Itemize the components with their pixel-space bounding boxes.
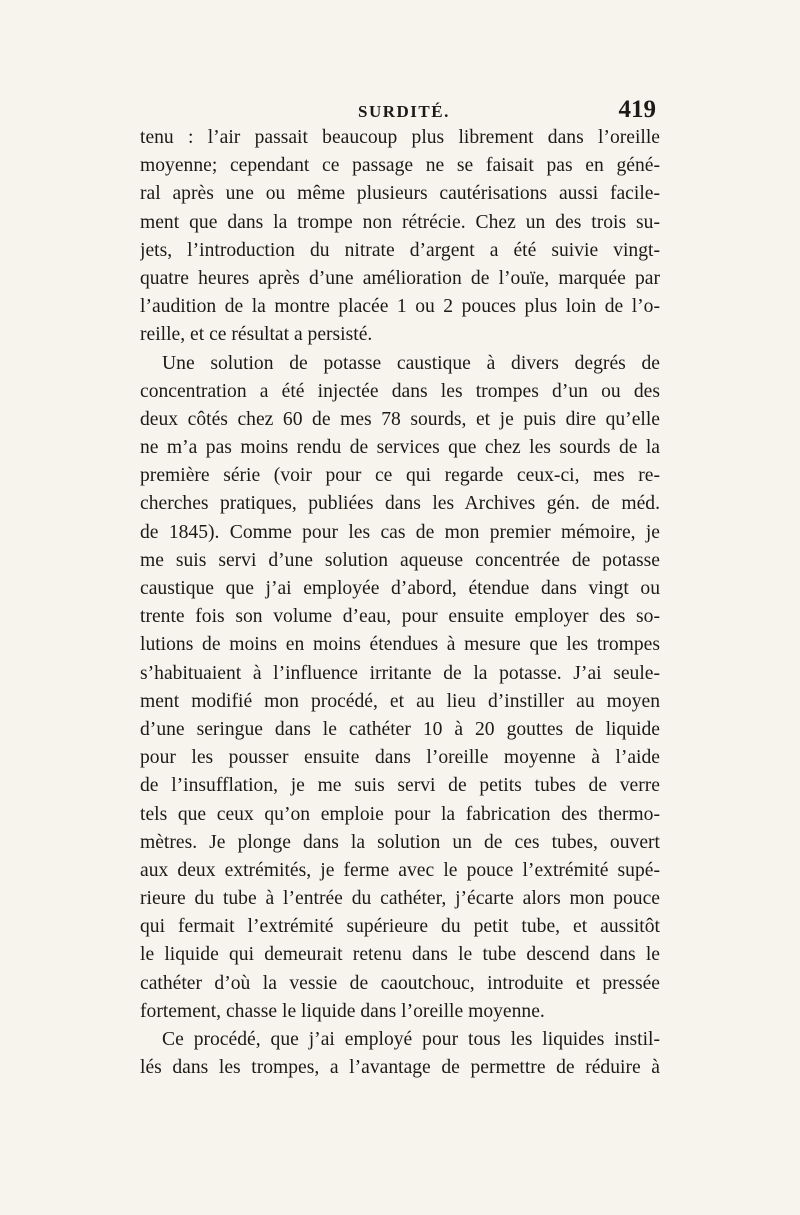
text-line: ment modifié mon procédé, et au lieu d’instiller au moyen bbox=[140, 690, 660, 712]
text-line: le liquide qui demeurait retenu dans le tube descend dans le bbox=[140, 944, 660, 966]
text-line: tels que ceux qu’on emploie pour la fabrication des thermo- bbox=[140, 803, 660, 825]
page-number: 419 bbox=[618, 96, 656, 123]
text-line: rieure du tube à l’entrée du cathéter, j’écarte alors mon pouce bbox=[140, 888, 660, 910]
text-line: lutions de moins en moins étendues à mesure que les trompes bbox=[140, 634, 660, 656]
text-line: quatre heures après d’une amélioration de l’ouïe, marquée par bbox=[140, 267, 660, 289]
text-line: jets, l’introduction du nitrate d’argent a été suivie vingt- bbox=[140, 239, 660, 261]
text-line: reille, et ce résultat a persisté. bbox=[140, 324, 373, 346]
text-line: l’audition de la montre placée 1 ou 2 pouces plus loin de l’o- bbox=[140, 296, 660, 318]
text-line: deux côtés chez 60 de mes 78 sourds, et je puis dire qu’elle bbox=[140, 408, 660, 430]
text-line: tenu : l’air passait beaucoup plus librement dans l’oreille bbox=[140, 127, 660, 148]
text-line: première série (voir pour ce qui regarde ceux-ci, mes re- bbox=[140, 465, 660, 487]
text-line: qui fermait l’extrémité supérieure du petit tube, et aussitôt bbox=[140, 916, 660, 938]
text-line: pour les pousser ensuite dans l’oreille moyenne à l’aide bbox=[140, 747, 660, 769]
text-line: de 1845). Comme pour les cas de mon premier mémoire, je bbox=[140, 521, 660, 543]
text-line: d’une seringue dans le cathéter 10 à 20 gouttes de liquide bbox=[140, 718, 660, 740]
text-line: de l’insufflation, je me suis servi de petits tubes de verre bbox=[140, 775, 660, 797]
running-title: SURDITÉ. bbox=[358, 102, 450, 121]
text-line: ral après une ou même plusieurs cautérisations aussi facile- bbox=[140, 183, 660, 205]
text-line: concentration a été injectée dans les trompes d’un ou des bbox=[140, 380, 660, 402]
text-line: fortement, chasse le liquide dans l’oreille moyenne. bbox=[140, 1000, 545, 1022]
text-line: caustique que j’ai employée d’abord, étendue dans vingt ou bbox=[140, 578, 660, 599]
running-head bbox=[138, 96, 658, 126]
text-line: cherches pratiques, publiées dans les Archives gén. de méd. bbox=[140, 493, 660, 515]
text-line: trente fois son volume d’eau, pour ensuite employer des so- bbox=[140, 606, 660, 628]
text-line: Ce procédé, que j’ai employé pour tous les liquides instil- bbox=[162, 1029, 660, 1050]
text-line: me suis servi d’une solution aqueuse concentrée de potasse bbox=[140, 549, 660, 571]
text-line: ment que dans la trompe non rétrécie. Chez un des trois su- bbox=[140, 211, 660, 233]
body-text bbox=[140, 124, 660, 1082]
text-line: cathéter d’où la vessie de caoutchouc, introduite et pressée bbox=[140, 972, 660, 994]
text-line: aux deux extrémités, je ferme avec le pouce l’extrémité supé- bbox=[140, 859, 660, 881]
text-line: s’habituaient à l’influence irritante de la potasse. J’ai seule- bbox=[140, 662, 660, 684]
text-line: ne m’a pas moins rendu de services que chez les sourds de la bbox=[140, 437, 660, 459]
text-line: mètres. Je plonge dans la solution un de ces tubes, ouvert bbox=[140, 831, 660, 853]
text-line: lés dans les trompes, a l’avantage de permettre de réduire à bbox=[140, 1057, 660, 1079]
text-line: Une solution de potasse caustique à divers degrés de bbox=[162, 352, 660, 374]
text-line: moyenne; cependant ce passage ne se faisait pas en géné- bbox=[140, 155, 660, 177]
